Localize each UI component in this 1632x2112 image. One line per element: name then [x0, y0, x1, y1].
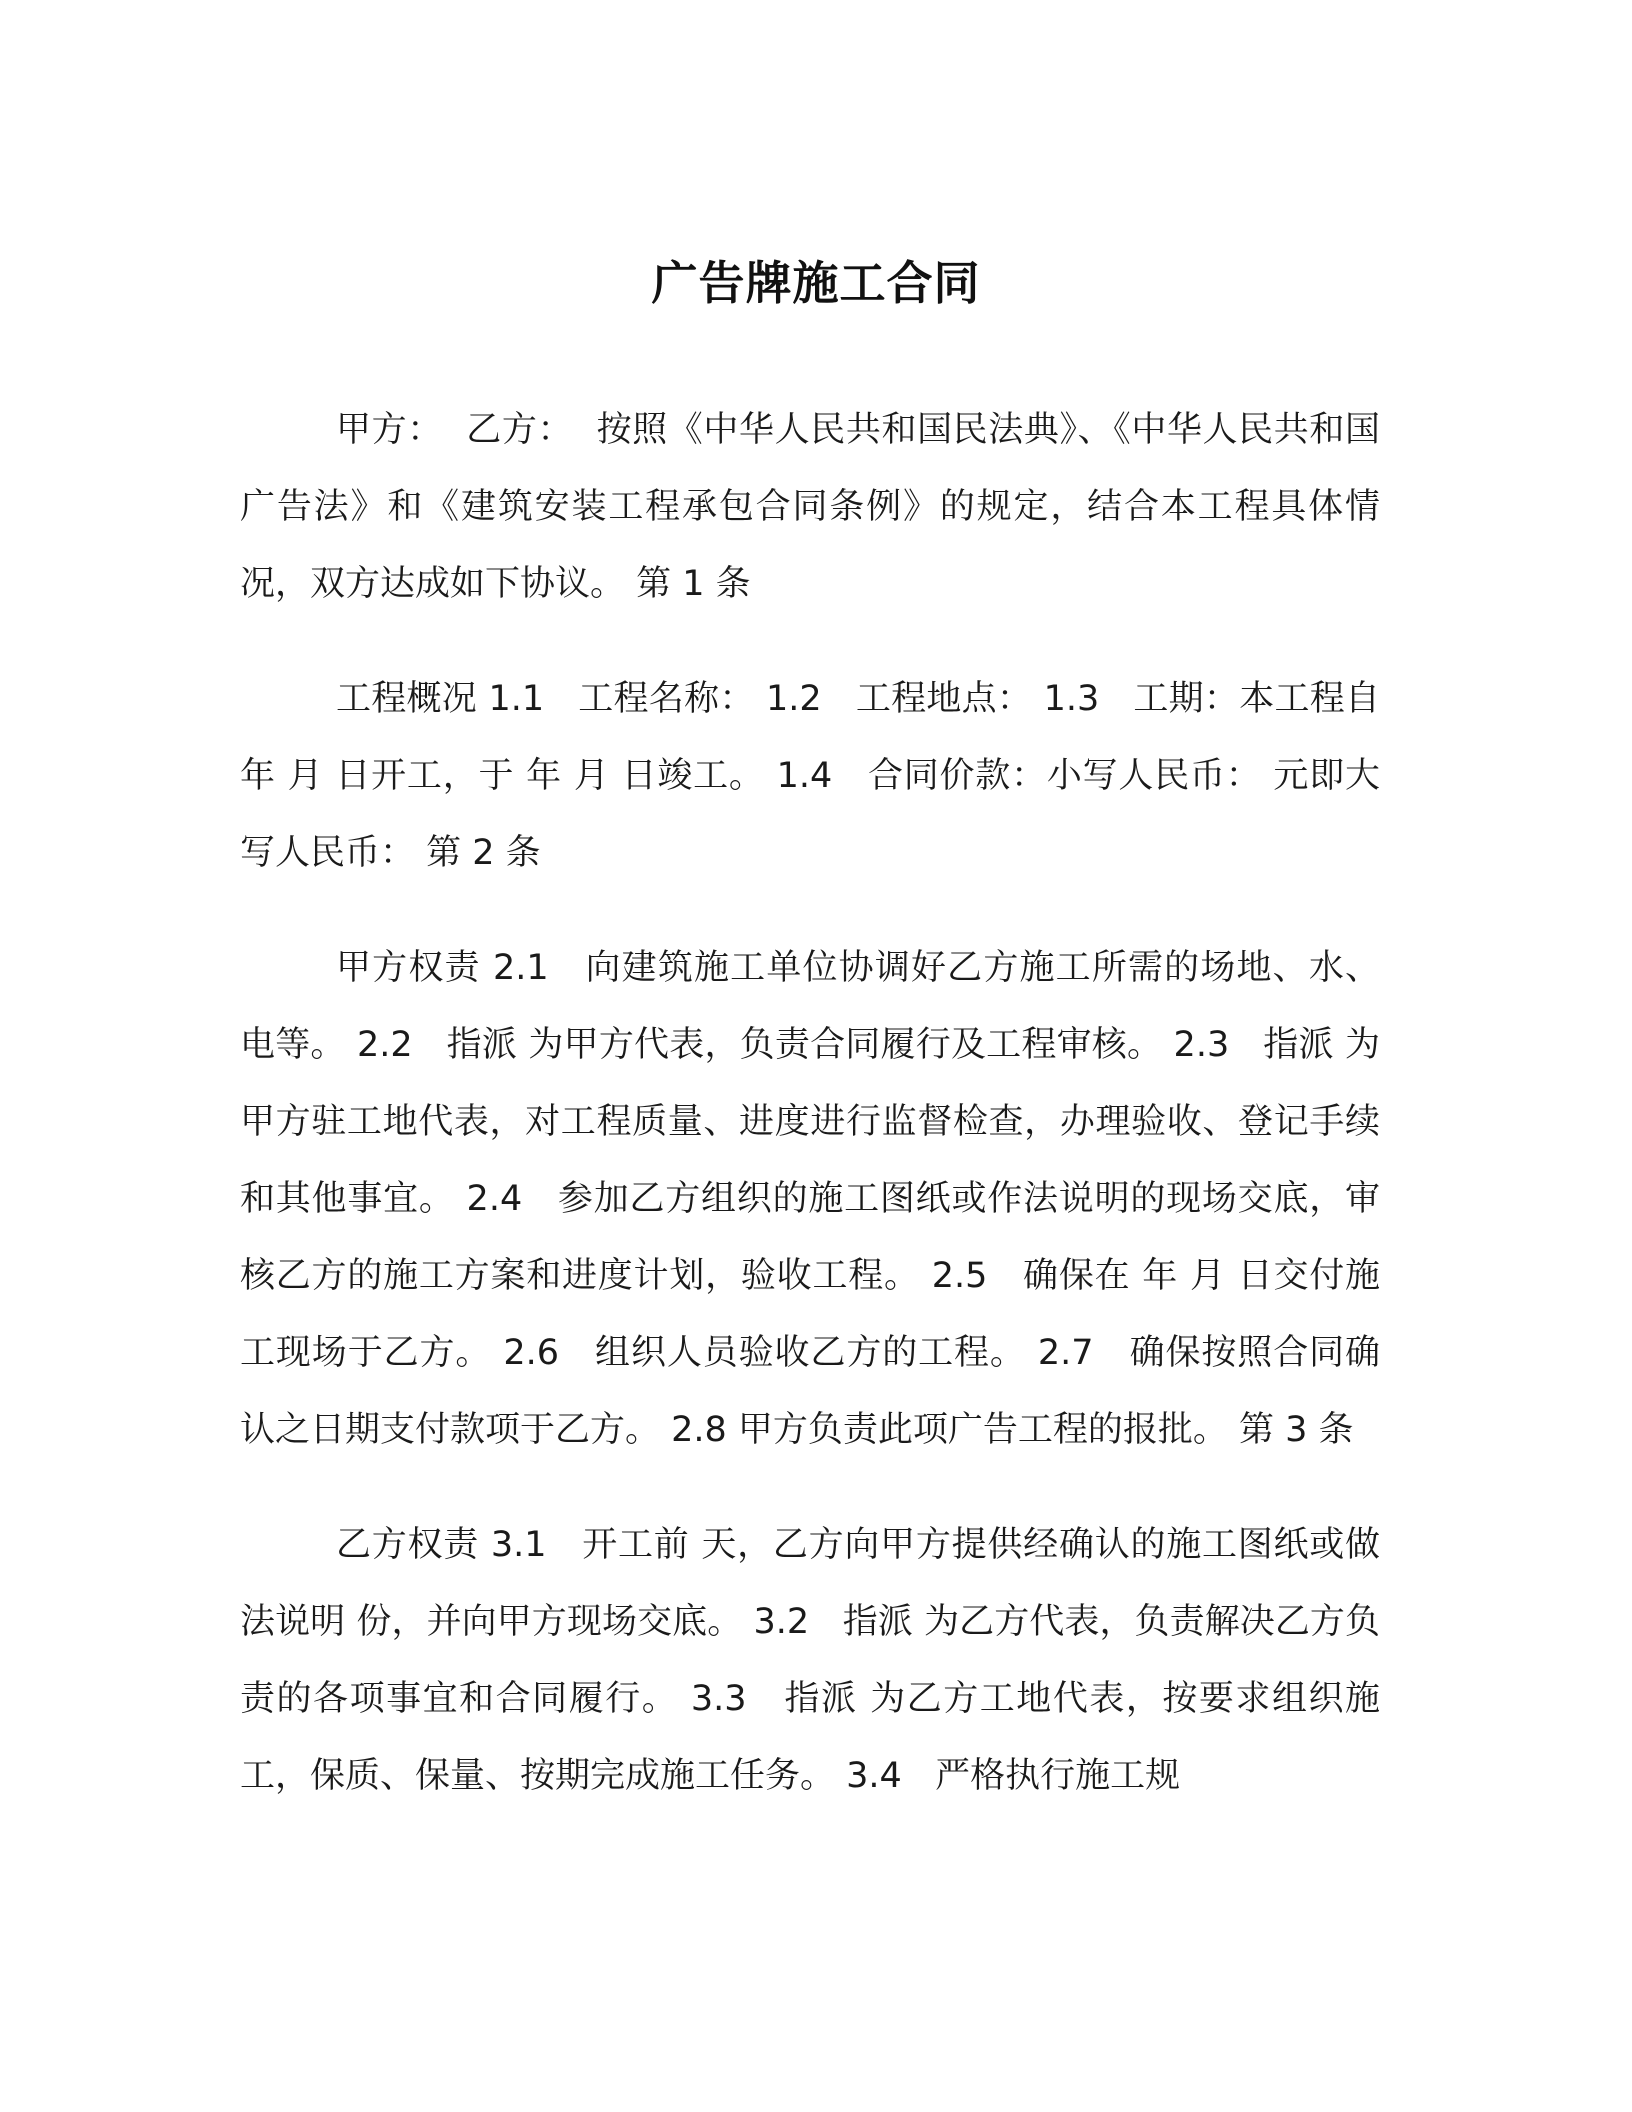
document-body [240, 392, 1392, 1853]
paragraph-party-b-duties: 乙方权责 3.1 开工前 天，乙方向甲方提供经确认的施工图纸或做法说明 份，并向甲方现场交底。 3.2 指派 为乙方代表，负责解决乙方负责的各项事宜和合同履行。 3.3 指派 为乙方工地代表，按要求组织施工，保质、保量、按期完成施工任务。 3.4 严格执行施工规 [240, 1525, 1380, 1796]
paragraph-party-a-duties: 甲方权责 2.1 向建筑施工单位协调好乙方施工所需的场地、水、电等。 2.2 指派 为甲方代表，负责合同履行及工程审核。 2.3 指派 为甲方驻工地代表，对工程质量、进度进行监督检查，办理验收、登记手续和其他事宜。 2.4 参加乙方组织的施工图纸或作法说明的现场交底，审核乙方的施工方案和进度计划，验收工程。 2.5 确保在 年 月 日交付施工现场于乙方。 2.6 组织人员验收乙方的工程。 2.7 确保按照合同确认之日期支付款项于乙方。 2.8 甲方负责此项广告工程的报批。 第 3 条 [240, 948, 1380, 1450]
paragraph-preamble: 甲方： 乙方： 按照《中华人民共和国民法典》、《中华人民共和国广告法》和《建筑安装工程承包合同条例》的规定，结合本工程具体情况，双方达成如下协议。 第 1 条 [240, 410, 1380, 604]
document-title: 广告牌施工合同 [651, 255, 981, 310]
paragraph-project-overview: 工程概况 1.1 工程名称： 1.2 工程地点： 1.3 工期：本工程自 年 月 日开工，于 年 月 日竣工。 1.4 合同价款：小写人民币： 元即大写人民币： 第 2 条 [240, 679, 1392, 873]
